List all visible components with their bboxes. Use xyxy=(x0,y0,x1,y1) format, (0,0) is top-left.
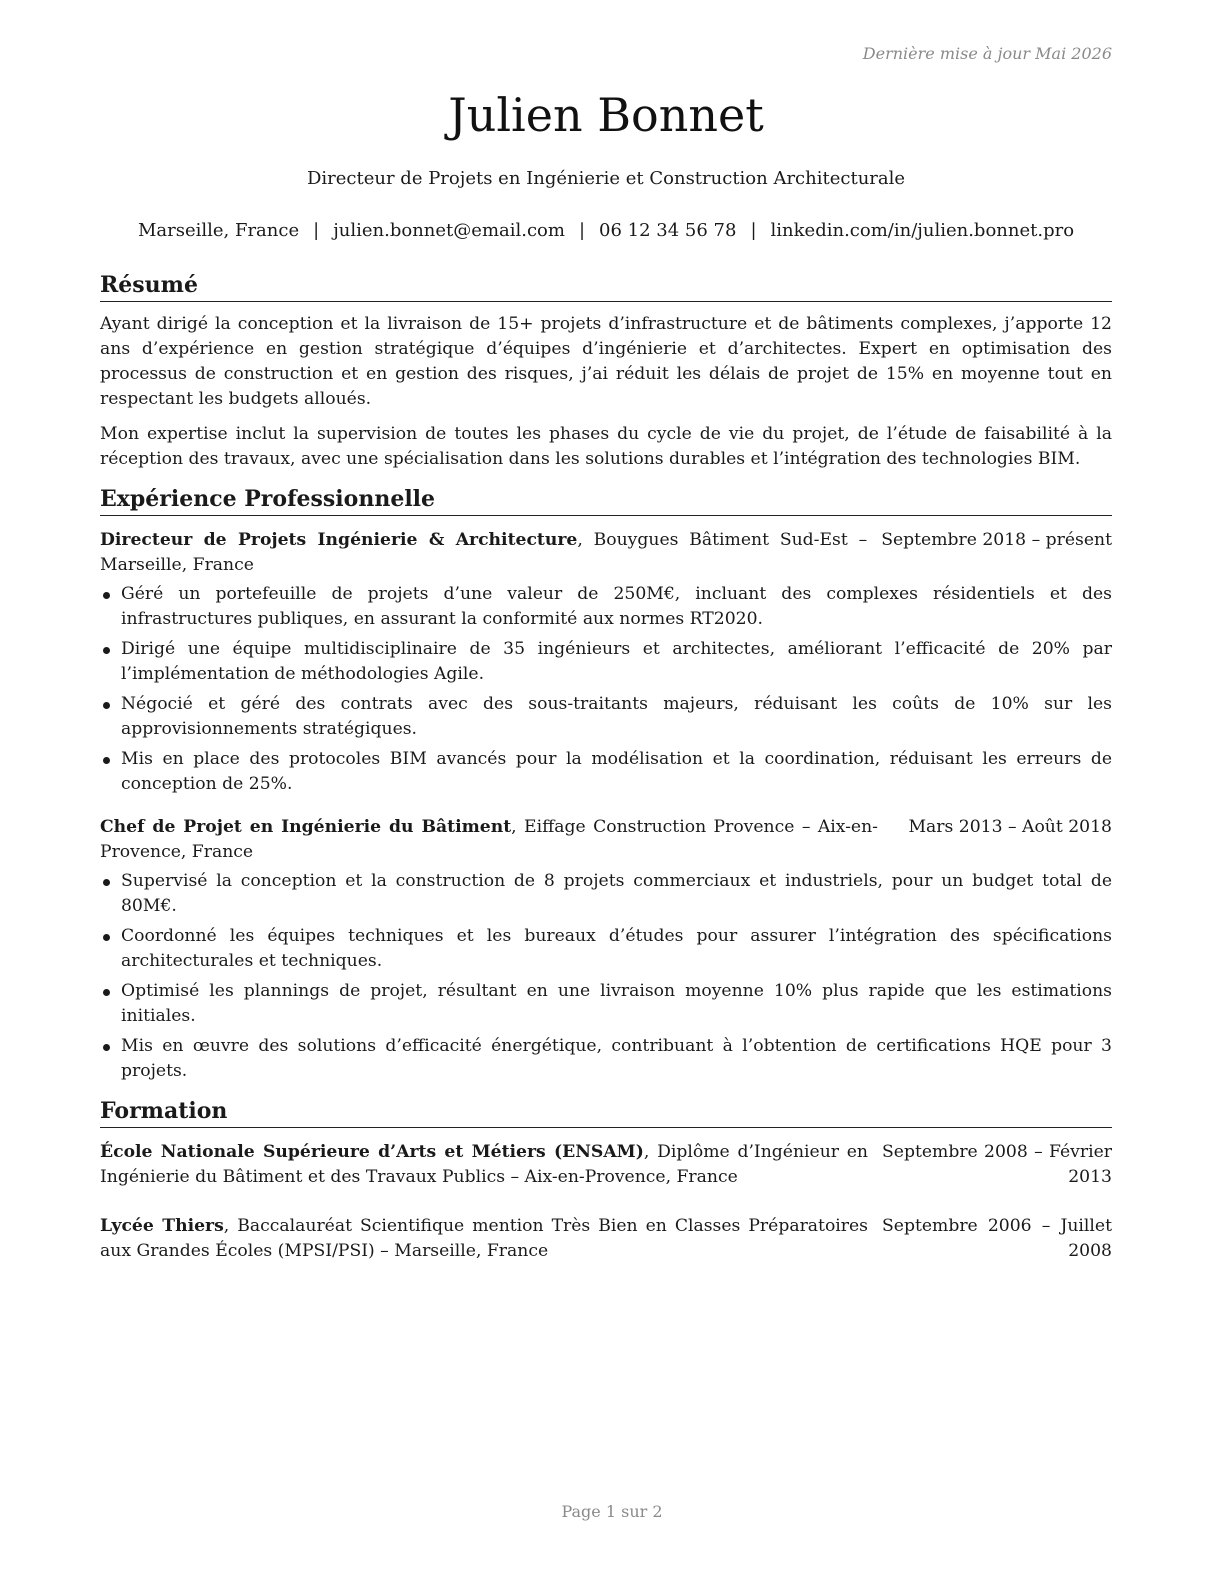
education-detail: , Baccalauréat Scientifique mention Très Bien en Classes Préparatoires aux Grandes Écoles (MPSI/PSI) – Marseille, France xyxy=(100,1216,868,1261)
candidate-headline: Directeur de Projets en Ingénierie et Construction Architecturale xyxy=(306,168,906,189)
resume-content xyxy=(100,270,1112,1276)
contact-email[interactable]: julien.bonnet@email.com xyxy=(333,220,565,241)
bullet-text: Optimisé les plannings de projet, résultant en une livraison moyenne 10% plus rapide que les estimations initiales. xyxy=(121,981,1112,1026)
contact-linkedin[interactable]: linkedin.com/in/julien.bonnet.pro xyxy=(770,220,1075,241)
last-updated: Dernière mise à jour Mai 2026 xyxy=(862,44,1112,63)
education-detail: , Diplôme d’Ingénieur en Ingénierie du Bâtiment et des Travaux Publics – Aix-en-Provence, France xyxy=(100,1142,868,1187)
job-role: Directeur de Projets Ingénierie & Architecture xyxy=(100,530,578,550)
education-entry xyxy=(100,1214,1112,1264)
experience-section xyxy=(100,484,1112,1084)
bullet-icon xyxy=(103,989,110,996)
contact-separator: | xyxy=(578,220,586,241)
job-dates: Mars 2013 – Août 2018 xyxy=(908,817,1112,837)
section-title-education: Formation xyxy=(100,1096,1112,1128)
bullet-icon xyxy=(103,647,110,654)
candidate-name: Julien Bonnet xyxy=(448,88,764,142)
summary-section xyxy=(100,270,1112,472)
education-dates: Septembre 2008 – Février 2013 xyxy=(882,1142,1112,1187)
job-company: , Eiffage Construction Provence – Aix-en-Provence, France xyxy=(100,817,878,862)
job-bullets xyxy=(100,869,1112,1084)
job-title-line xyxy=(100,815,878,865)
bullet-icon xyxy=(103,879,110,886)
bullet-text: Dirigé une équipe multidisciplinaire de 35 ingénieurs et architectes, améliorant l’efficacité de 20% par l’implémentation de méthodologies Agile. xyxy=(121,639,1112,684)
bullet-text: Coordonné les équipes techniques et les bureaux d’études pour assurer l’intégration des spécifications architecturales et techniques. xyxy=(121,926,1112,971)
job-entry xyxy=(100,815,1112,1084)
list-item xyxy=(100,582,1112,632)
education-section xyxy=(100,1096,1112,1264)
page-number: Page 1 sur 2 xyxy=(561,1502,663,1521)
list-item xyxy=(100,924,1112,974)
summary-paragraph: Mon expertise inclut la supervision de toutes les phases du cycle de vie du projet, de l’étude de faisabilité à la réception des travaux, avec une spécialisation dans les solutions durables et l’intégration des technologies BIM. xyxy=(100,424,1112,469)
job-entry xyxy=(100,528,1112,797)
bullet-icon xyxy=(103,702,110,709)
education-entry xyxy=(100,1140,1112,1190)
education-dates: Septembre 2006 – Juillet 2008 xyxy=(882,1216,1112,1261)
bullet-text: Supervisé la conception et la construction de 8 projets commerciaux et industriels, pour un budget total de 80M€. xyxy=(121,871,1112,916)
education-header xyxy=(100,1140,1112,1190)
contact-phone: 06 12 34 56 78 xyxy=(599,220,737,241)
section-title-experience: Expérience Professionnelle xyxy=(100,484,1112,516)
bullet-icon xyxy=(103,757,110,764)
summary-paragraph: Ayant dirigé la conception et la livraison de 15+ projets d’infrastructure et de bâtiments complexes, j’apporte 12 ans d’expérience en gestion stratégique d’équipes d’ingénierie et d’architectes. Expert en optimisation des processus de construction et en gestion des risques, j’ai réduit les délais de projet de 15% en moyenne tout en respectant les budgets alloués. xyxy=(100,314,1112,409)
bullet-text: Géré un portefeuille de projets d’une valeur de 250M€, incluant des complexes résidentiels et des infrastructures publiques, en assurant la conformité aux normes RT2020. xyxy=(121,584,1112,629)
job-company: , Bouygues Bâtiment Sud-Est – Marseille, France xyxy=(100,530,868,575)
contact-location: Marseille, France xyxy=(137,220,300,241)
job-header xyxy=(100,815,1112,865)
job-role: Chef de Projet en Ingénierie du Bâtiment xyxy=(100,817,512,837)
bullet-icon xyxy=(103,592,110,599)
bullet-icon xyxy=(103,1044,110,1051)
job-title-line xyxy=(100,528,867,578)
bullet-text: Mis en œuvre des solutions d’efficacité énergétique, contribuant à l’obtention de certifications HQE pour 3 projets. xyxy=(121,1036,1112,1081)
bullet-text: Mis en place des protocoles BIM avancés pour la modélisation et la coordination, réduisant les erreurs de conception de 25%. xyxy=(121,749,1112,794)
contact-separator: | xyxy=(313,220,320,241)
list-item xyxy=(100,979,1112,1029)
education-title-line xyxy=(100,1214,868,1264)
bullet-icon xyxy=(103,934,110,941)
section-title-summary: Résumé xyxy=(100,270,1112,302)
list-item xyxy=(100,747,1112,797)
job-dates: Septembre 2018 – présent xyxy=(881,530,1112,550)
contact-separator: | xyxy=(750,220,757,241)
contact-line xyxy=(100,220,1112,241)
list-item xyxy=(100,637,1112,687)
job-header xyxy=(100,528,1112,578)
bullet-text: Négocié et géré des contrats avec des sous-traitants majeurs, réduisant les coûts de 10% sur les approvisionnements stratégiques. xyxy=(121,694,1112,739)
list-item xyxy=(100,869,1112,919)
education-header xyxy=(100,1214,1112,1264)
job-bullets xyxy=(100,582,1112,797)
education-title-line xyxy=(100,1140,868,1190)
list-item xyxy=(100,1034,1112,1084)
list-item xyxy=(100,692,1112,742)
education-school: Lycée Thiers xyxy=(100,1216,224,1236)
education-school: École Nationale Supérieure d’Arts et Métiers (ENSAM) xyxy=(100,1142,644,1162)
